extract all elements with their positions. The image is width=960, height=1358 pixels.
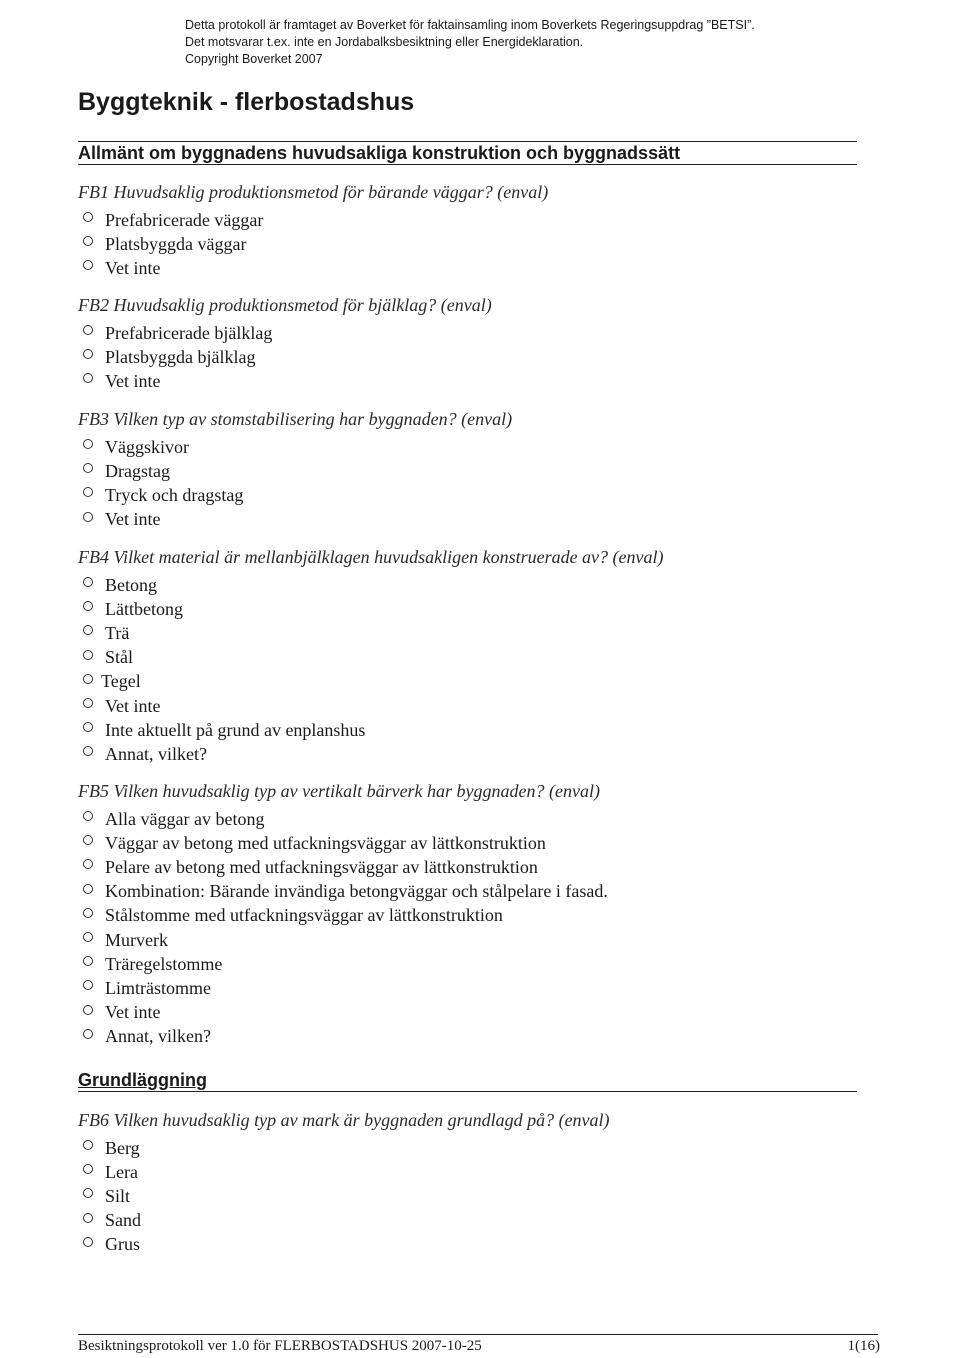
option-label: Stål [105,647,134,668]
radio-button[interactable] [83,1140,93,1150]
radio-button[interactable] [83,1237,93,1247]
option-traregelstomme[interactable] [78,952,608,976]
question-fb4 [78,546,664,767]
section-heading-grundlaggning-label: Grundläggning [78,1070,207,1090]
option-label: Platsbyggda väggar [105,233,247,254]
radio-button[interactable] [83,722,93,732]
question-text: FB6 Vilken huvudsaklig typ av mark är byggnaden grundlagd på? (enval) [78,1110,610,1130]
option-annat-vilken[interactable] [78,1025,608,1049]
radio-button[interactable] [83,601,93,611]
option-label: Träregelstomme [105,953,223,974]
option-vet-inte[interactable] [78,369,492,393]
header-line-2: Det motsvarar t.ex. inte en Jordabalksbesiktning eller Energideklaration. [185,35,584,49]
radio-button[interactable] [83,674,93,684]
option-vet-inte[interactable] [78,694,664,718]
option-lera[interactable] [78,1160,610,1184]
option-prefabricerade-vaggar[interactable] [78,208,548,232]
question-text: FB3 Vilken typ av stomstabilisering har byggnaden? (enval) [78,409,513,429]
option-grus[interactable] [78,1233,610,1257]
option-label: Vet inte [105,370,161,391]
option-tra[interactable] [78,621,664,645]
option-label: Murverk [105,929,168,950]
radio-button[interactable] [83,212,93,222]
radio-button[interactable] [83,349,93,359]
question-text: FB2 Huvudsaklig produktionsmetod för bjälklag? (enval) [78,295,492,315]
option-platsbyggda-vaggar[interactable] [78,232,548,256]
option-label: Alla väggar av betong [105,808,265,829]
option-label: Trä [105,622,130,643]
option-label: Inte aktuellt på grund av enplanshus [105,719,366,740]
radio-button[interactable] [83,463,93,473]
option-sand[interactable] [78,1209,610,1233]
radio-button[interactable] [83,884,93,894]
option-betong[interactable] [78,573,664,597]
header-line-3: Copyright Boverket 2007 [185,52,323,66]
option-label: Annat, vilken? [105,1026,211,1047]
option-label: Stålstomme med utfackningsväggar av lättkonstruktion [105,905,503,926]
option-vaggar-av-betong[interactable] [78,831,608,855]
option-stalstomme[interactable] [78,904,608,928]
option-kombination[interactable] [78,880,608,904]
section-heading-construction-label: Allmänt om byggnadens huvudsakliga konstruktion och byggnadssätt [78,143,681,163]
option-label: Vet inte [105,509,161,530]
question-fb5 [78,780,608,1049]
option-label: Prefabricerade bjälklag [105,322,273,343]
option-prefabricerade-bjalklag[interactable] [78,321,492,345]
section-heading-grundlaggning [78,1069,857,1092]
footer-page-number: 1(16) [847,1338,880,1354]
option-alla-vaggar-av-betong[interactable] [78,807,608,831]
option-label: Sand [105,1210,141,1231]
option-label: Berg [105,1137,140,1158]
option-label: Betong [105,574,157,595]
page-footer [78,1336,880,1356]
radio-button[interactable] [83,932,93,942]
radio-button[interactable] [83,625,93,635]
question-text: FB4 Vilket material är mellanbjälklagen huvudsakligen konstruerade av? (enval) [78,547,664,567]
option-silt[interactable] [78,1184,610,1208]
option-dragstag[interactable] [78,459,512,483]
option-label: Väggar av betong med utfackningsväggar av lättkonstruktion [105,832,546,853]
radio-button[interactable] [83,956,93,966]
option-label: Silt [105,1185,131,1206]
option-label: Lättbetong [105,598,183,619]
option-platsbyggda-bjalklag[interactable] [78,345,492,369]
radio-button[interactable] [83,1005,93,1015]
option-vet-inte[interactable] [78,508,512,532]
option-vet-inte[interactable] [78,256,548,280]
option-label: Vet inte [105,1002,161,1023]
option-inte-aktuellt[interactable] [78,718,664,742]
question-fb3 [78,408,512,532]
header-line-1: Detta protokoll är framtaget av Boverket för faktainsamling inom Boverkets Regeringsuppdrag ”BETSI”. [185,18,755,32]
question-fb6 [78,1109,610,1257]
option-label: Väggskivor [105,436,189,457]
radio-button[interactable] [83,260,93,270]
option-murverk[interactable] [78,928,608,952]
option-label: Kombination: Bärande invändiga betongväggar och stålpelare i fasad. [105,881,608,902]
option-label: Platsbyggda bjälklag [105,346,256,367]
radio-button[interactable] [83,859,93,869]
option-vaggskivor[interactable] [78,435,512,459]
option-label: Grus [105,1234,140,1255]
option-label: Limträstomme [105,977,211,998]
question-text: FB1 Huvudsaklig produktionsmetod för bärande väggar? (enval) [78,182,549,202]
option-vet-inte[interactable] [78,1001,608,1025]
radio-button[interactable] [83,512,93,522]
radio-button[interactable] [83,373,93,383]
option-label: Lera [105,1161,138,1182]
option-label: Dragstag [105,460,170,481]
section-heading-construction [78,141,857,165]
radio-button[interactable] [83,980,93,990]
radio-button[interactable] [83,1213,93,1223]
radio-button[interactable] [83,908,93,918]
option-label: Pelare av betong med utfackningsväggar av lättkonstruktion [105,856,538,877]
radio-button[interactable] [83,439,93,449]
option-label: Vet inte [105,695,161,716]
radio-button[interactable] [83,325,93,335]
radio-button[interactable] [83,577,93,587]
radio-button[interactable] [83,1029,93,1039]
option-label: Tegel [101,671,141,692]
option-tryck-och-dragstag[interactable] [78,483,512,507]
option-label: Prefabricerade väggar [105,209,264,230]
radio-button[interactable] [83,1188,93,1198]
question-text: FB5 Vilken huvudsaklig typ av vertikalt bärverk har byggnaden? (enval) [78,781,600,801]
footer-document-info: Besiktningsprotokoll ver 1.0 för FLERBOSTADSHUS 2007-10-25 [78,1338,482,1354]
option-label: Annat, vilket? [105,743,207,764]
option-annat-vilket[interactable] [78,742,664,766]
option-label: Vet inte [105,257,161,278]
footer-divider [78,1334,878,1335]
radio-button[interactable] [83,1164,93,1174]
option-stal[interactable] [78,646,664,670]
page-header [185,17,755,68]
radio-button[interactable] [83,487,93,497]
radio-button[interactable] [83,835,93,845]
radio-button[interactable] [83,236,93,246]
option-lattbetong[interactable] [78,597,664,621]
question-fb2 [78,294,492,394]
option-pelare-av-betong[interactable] [78,855,608,879]
radio-button[interactable] [83,746,93,756]
question-fb1 [78,181,548,281]
radio-button[interactable] [83,811,93,821]
radio-button[interactable] [83,650,93,660]
radio-button[interactable] [83,698,93,708]
document-title: Byggteknik - flerbostadshus [78,88,415,116]
option-label: Tryck och dragstag [105,484,244,505]
option-tegel[interactable] [78,670,664,694]
option-limtrastomme[interactable] [78,976,608,1000]
option-berg[interactable] [78,1136,610,1160]
